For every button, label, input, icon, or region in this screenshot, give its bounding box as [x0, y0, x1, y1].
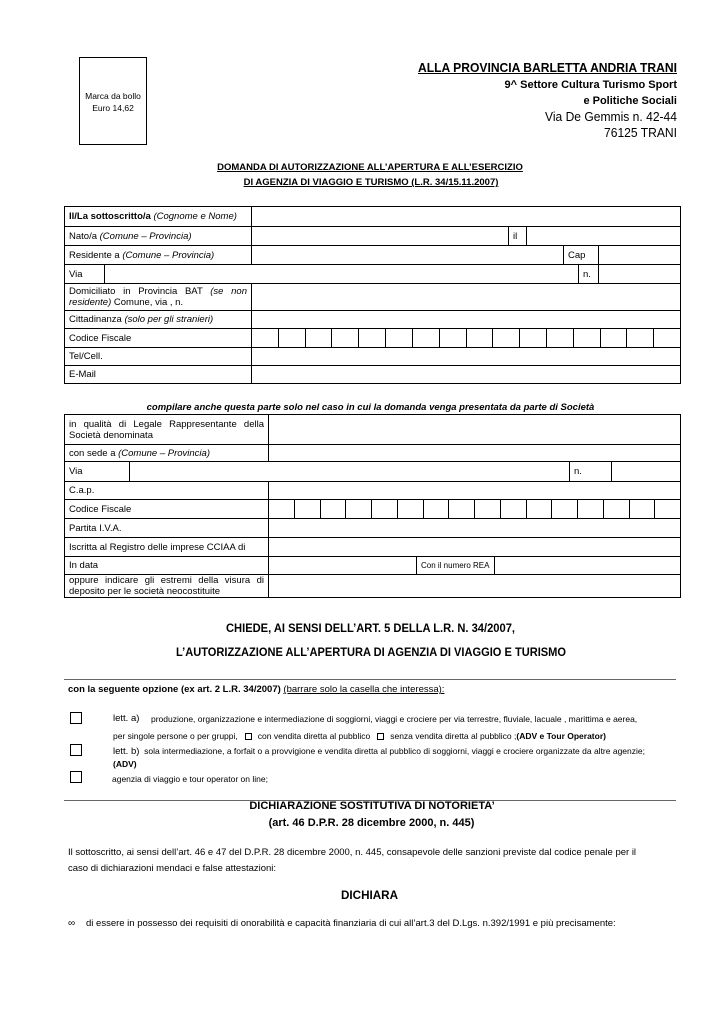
citizenship-label-text: Cittadinanza [69, 314, 122, 325]
email-field [251, 366, 680, 383]
company-street-field [129, 462, 569, 481]
form-title-line2 [237, 178, 505, 188]
form-title-text2: DI AGENZIA DI VIAGGIO E TURISMO (L.R. 34/15.11.2007) [243, 177, 499, 189]
company-rea-field [494, 557, 680, 574]
company-register-label [65, 538, 268, 556]
company-tax-code-box [526, 500, 552, 518]
company-register-row [65, 537, 680, 556]
tax-code-box [573, 329, 600, 347]
company-tax-code-label-text: Codice Fiscale [69, 503, 132, 515]
company-name-field [268, 415, 680, 444]
company-tax-code-box [294, 500, 320, 518]
declaration-subtitle: (art. 46 D.P.R. 28 dicembre 2000, n. 445) [268, 816, 475, 829]
infinity-bullet-icon: ∞ [68, 918, 76, 929]
option-b-checkbox [70, 744, 82, 756]
company-tax-code-box [448, 500, 474, 518]
phone-label [65, 348, 251, 365]
recipient-name: ALLA PROVINCIA BARLETTA ANDRIA TRANI [418, 61, 677, 75]
company-seat-row [65, 444, 680, 461]
company-street-number-field [611, 462, 680, 481]
form-title-line1 [207, 163, 533, 173]
residence-row [65, 245, 680, 264]
cap-label [563, 246, 598, 264]
option-a-text: produzione, organizzazione e intermediazione di soggiorni, viaggi e crociere per via terrestre, fluviale, lacuale , marittima e aerea, [151, 713, 638, 724]
option-a-detail-line [113, 732, 645, 741]
declaration-body-text1: Il sottoscritto, ai sensi dell’art. 46 e 47 del D.P.R. 28 dicembre 2000, n. 445, consapevole delle sanzioni previste dal codice penale per il [68, 847, 637, 859]
birth-row [65, 226, 680, 245]
email-label-text: E-Mail [69, 369, 96, 380]
option-a-text-line [151, 715, 672, 724]
citizenship-note: (solo per gli stranieri) [124, 314, 214, 325]
option-a-without-sales: senza vendita diretta al pubblico ; [390, 730, 517, 741]
citizenship-row [65, 310, 680, 328]
company-tax-code-box [603, 500, 629, 518]
tax-code-box [412, 329, 439, 347]
tax-code-row [65, 328, 680, 347]
options-heading-note: (barrare solo la casella che interessa): [283, 684, 445, 696]
option-b-type-line [113, 760, 153, 769]
option-b-label: lett. b) [113, 745, 140, 757]
applicant-name-row [65, 207, 680, 226]
recipient-name-line [418, 62, 677, 75]
company-register-label-text: Iscritta al Registro delle imprese CCIAA di [69, 541, 246, 553]
request-text2: L’AUTORIZZAZIONE ALL’APERTURA DI AGENZIA DI VIAGGIO E TURISMO [176, 645, 566, 659]
company-visura-text: oppure indicare gli estremi della visura di deposito per le società neocostituite [69, 575, 264, 597]
domicile-row [65, 283, 680, 310]
birth-date-field [526, 227, 680, 245]
option-b-text: sola intermediazione, a forfait o a provvigione e vendita diretta al pubblico di soggiorni, viaggi e crociere organizzate da altre agenzie; [144, 745, 645, 756]
company-note: compilare anche questa parte solo nel caso in cui la domanda venga presentata da parte di Società [146, 402, 595, 414]
declaration-item1-line [86, 919, 641, 929]
company-cap-label [65, 482, 268, 499]
company-tax-code-box [268, 500, 294, 518]
domicile-note: (se non residente) [69, 286, 247, 308]
tax-code-box [331, 329, 358, 347]
birth-label-text: Nato/a [69, 230, 97, 242]
tax-code-box [358, 329, 385, 347]
company-rea-label [416, 557, 494, 574]
applicant-name-label-text: Il/La sottoscritto/a [69, 211, 151, 222]
options-heading: con la seguente opzione (ex art. 2 L.R. 34/2007) [68, 684, 281, 696]
recipient-department-cont-line [571, 96, 677, 107]
declaration-title: DICHIARAZIONE SOSTITUTIVA DI NOTORIETA’ [249, 799, 495, 812]
company-rea-label-text: Con il numero REA [421, 561, 490, 570]
company-tax-code-box [371, 500, 397, 518]
birth-date-label [508, 227, 526, 245]
tax-code-box [546, 329, 573, 347]
company-seat-label [65, 445, 268, 461]
company-cap-row [65, 481, 680, 499]
tax-code-box [251, 329, 278, 347]
declaration-subtitle-line [258, 818, 485, 829]
tax-code-box [492, 329, 519, 347]
company-tax-code-box [654, 500, 680, 518]
birth-place-field [251, 227, 508, 245]
street-label-text: Via [69, 268, 83, 280]
option-a-label: lett. a) [113, 713, 140, 725]
company-tax-code-box [629, 500, 655, 518]
citizenship-field [251, 311, 680, 328]
company-tax-code-box [500, 500, 526, 518]
applicant-name-note: (Cognome e Nome) [153, 211, 237, 222]
street-label [65, 265, 104, 283]
tax-code-box [519, 329, 546, 347]
declaration-heading: DICHIARA [341, 888, 398, 902]
phone-field [251, 348, 680, 365]
revenue-stamp-box [79, 57, 147, 145]
street-number-label-text: n. [583, 268, 591, 280]
recipient-street: Via De Gemmis n. 42-44 [545, 110, 677, 124]
option-a-with-sales: con vendita diretta al pubblico [257, 730, 371, 741]
option-a-label-line [113, 714, 149, 724]
company-seat-label-text: con sede a [69, 447, 116, 459]
residence-field [251, 246, 563, 264]
company-tax-code-box [423, 500, 449, 518]
company-register-field [268, 538, 680, 556]
company-cap-field [268, 482, 680, 499]
tax-code-box [439, 329, 466, 347]
domicile-label [65, 284, 251, 310]
company-role-row [65, 415, 680, 444]
form-title-text1: DOMANDA DI AUTORIZZAZIONE ALL’APERTURA E ALL’ESERCIZIO [217, 162, 523, 174]
recipient-city: 76125 TRANI [604, 126, 677, 140]
citizenship-label [65, 311, 251, 328]
option-c-checkbox [70, 771, 82, 783]
declaration-body-line1 [68, 848, 672, 858]
applicant-name-field [251, 207, 680, 226]
option-c-text-line [112, 775, 275, 784]
street-field [104, 265, 578, 283]
company-date-row [65, 556, 680, 574]
company-seat-field [268, 445, 680, 461]
recipient-city-line [604, 127, 677, 140]
declaration-heading-line [341, 889, 398, 901]
company-visura-row [65, 574, 680, 597]
cap-field [598, 246, 680, 264]
tax-code-label-text: Codice Fiscale [69, 332, 132, 344]
company-street-number-label-text: n. [574, 466, 582, 477]
company-note-line [135, 403, 606, 413]
declaration-title-line [236, 801, 508, 812]
company-street-label [65, 462, 129, 481]
request-line2 [176, 646, 566, 658]
phone-label-text: Tel/Cell. [69, 351, 103, 362]
request-line1 [226, 622, 515, 634]
company-tax-code-label [65, 500, 268, 518]
option-a-checkbox [70, 712, 82, 724]
applicant-name-label [65, 207, 251, 226]
company-vat-row [65, 518, 680, 537]
residence-note: (Comune – Provincia) [122, 249, 215, 261]
company-tax-code-box [320, 500, 346, 518]
birth-date-label-text: il [513, 230, 518, 242]
company-street-number-label [569, 462, 611, 481]
street-number-label [578, 265, 598, 283]
email-row [65, 365, 680, 383]
tax-code-box [653, 329, 680, 347]
company-visura-field [268, 575, 680, 597]
option-b-type: (ADV) [113, 758, 137, 769]
option-a-type: (ADV e Tour Operator) [516, 730, 606, 741]
residence-label [65, 246, 251, 264]
no-direct-sales-checkbox [377, 733, 384, 740]
option-a-scope: per singole persone o per gruppi, [113, 730, 238, 741]
tax-code-box [278, 329, 305, 347]
tax-code-box [626, 329, 653, 347]
domicile-field [251, 284, 680, 310]
company-seat-note: (Comune – Provincia) [118, 447, 210, 459]
stamp-label: Marca da bollo [85, 91, 141, 101]
tax-code-box [466, 329, 493, 347]
declaration-body-line2 [68, 864, 287, 874]
declaration-body-text2: caso di dichiarazioni mendaci e false attestazioni: [68, 863, 277, 875]
company-tax-code-box [397, 500, 423, 518]
domicile-label-text: Domiciliato in Provincia BAT [69, 286, 203, 297]
company-date-label-text: In data [69, 560, 99, 571]
company-tax-code-box [345, 500, 371, 518]
recipient-department-line [502, 80, 677, 91]
company-date-label [65, 557, 268, 574]
options-heading-line [68, 685, 448, 695]
divider [64, 679, 676, 680]
company-date-field [268, 557, 416, 574]
tax-code-label [65, 329, 251, 347]
company-vat-label [65, 519, 268, 537]
stamp-amount: Euro 14,62 [92, 103, 134, 113]
company-tax-code-box [577, 500, 603, 518]
company-tax-code-row [65, 499, 680, 518]
option-b-text-line [113, 747, 672, 757]
company-street-label-text: Via [69, 466, 83, 477]
email-label [65, 366, 251, 383]
option-c-text: agenzia di viaggio e tour operator on line; [112, 773, 268, 784]
cap-label-text: Cap [568, 249, 586, 261]
company-street-row [65, 461, 680, 481]
direct-sales-checkbox [245, 733, 252, 740]
company-tax-code-box [551, 500, 577, 518]
applicant-table [64, 206, 681, 384]
company-vat-label-text: Partita I.V.A. [69, 522, 122, 534]
company-role-text: in qualità di Legale Rappresentante della Società denominata [69, 418, 264, 441]
street-row [65, 264, 680, 283]
company-role-label [65, 415, 268, 444]
company-visura-label [65, 575, 268, 597]
recipient-department-cont: e Politiche Sociali [583, 94, 677, 107]
phone-row [65, 347, 680, 365]
request-text1: CHIEDE, AI SENSI DELL’ART. 5 DELLA L.R. N. 34/2007, [226, 621, 515, 635]
street-number-field [598, 265, 680, 283]
birth-note: (Comune – Provincia) [99, 230, 192, 242]
birth-label [65, 227, 251, 245]
company-tax-code-box [474, 500, 500, 518]
residence-label-text: Residente a [69, 249, 120, 261]
recipient-department: 9^ Settore Cultura Turismo Sport [504, 78, 677, 91]
tax-code-box [305, 329, 332, 347]
company-table [64, 414, 681, 598]
tax-code-box [385, 329, 412, 347]
tax-code-box [600, 329, 627, 347]
recipient-street-line [545, 111, 677, 124]
declaration-item1: di essere in possesso dei requisiti di onorabilità e capacità finanziaria di cui all’art.3 del D.Lgs. n.392/1991 e più precisamente: [86, 918, 616, 930]
company-cap-label-text: C.a.p. [69, 485, 95, 496]
declaration-bullet [68, 919, 82, 929]
company-vat-field [268, 519, 680, 537]
domicile-tail: Comune, via , n. [113, 297, 184, 308]
